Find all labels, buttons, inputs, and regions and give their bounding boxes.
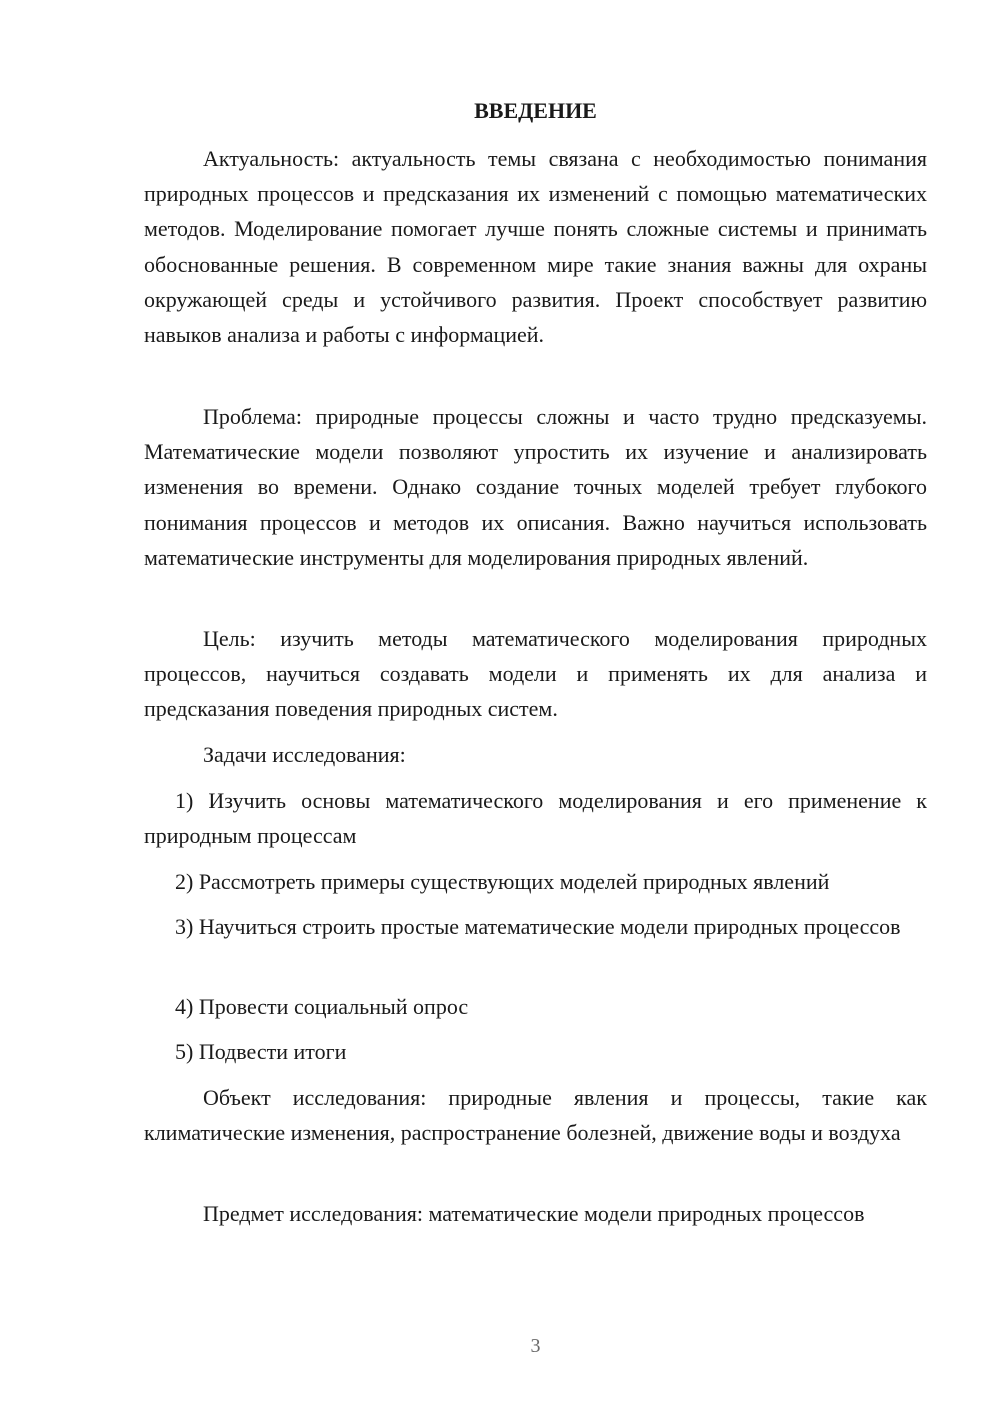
paragraph-tasks-heading: Задачи исследования: xyxy=(203,742,406,767)
document-title: ВВЕДЕНИЕ xyxy=(474,98,597,123)
task-item-4: 4) Провести социальный опрос xyxy=(175,994,469,1019)
page-number: 3 xyxy=(530,1335,541,1357)
paragraph-subject: Предмет исследования: математические модели природных процессов xyxy=(203,1201,865,1226)
document-page xyxy=(144,0,927,1414)
task-item-5: 5) Подвести итоги xyxy=(175,1039,347,1064)
paragraph-problem: Проблема: природные процессы сложны и часто трудно предсказуемы. Математические модели позволяют упростить их изучение и анализировать изменения во времени. Однако создание точных моделей требует глубокого понимания процессов и методов их описания. Важно научиться использовать математические инструменты для моделирования природных явлений. xyxy=(144,404,927,570)
paragraph-relevance: Актуальность: актуальность темы связана с необходимостью понимания природных процессов и предсказания их изменений с помощью математических методов. Моделирование помогает лучше понять сложные системы и принимать обоснованные решения. В современном мире такие знания важны для охраны окружающей среды и устойчивого развития. Проект способствует развитию навыков анализа и работы с информацией. xyxy=(144,146,927,348)
task-item-1: 1) Изучить основы математического моделирования и его применение к природным процессам xyxy=(144,788,927,849)
paragraph-object: Объект исследования: природные явления и процессы, такие как климатические изменения, распространение болезней, движение воды и воздуха xyxy=(144,1085,927,1146)
task-item-3: 3) Научиться строить простые математические модели природных процессов xyxy=(175,914,901,939)
paragraph-goal: Цель: изучить методы математического моделирования природных процессов, научиться создавать модели и применять их для анализа и предсказания поведения природных систем. xyxy=(144,626,927,722)
task-item-2: 2) Рассмотреть примеры существующих моделей природных явлений xyxy=(175,869,830,894)
